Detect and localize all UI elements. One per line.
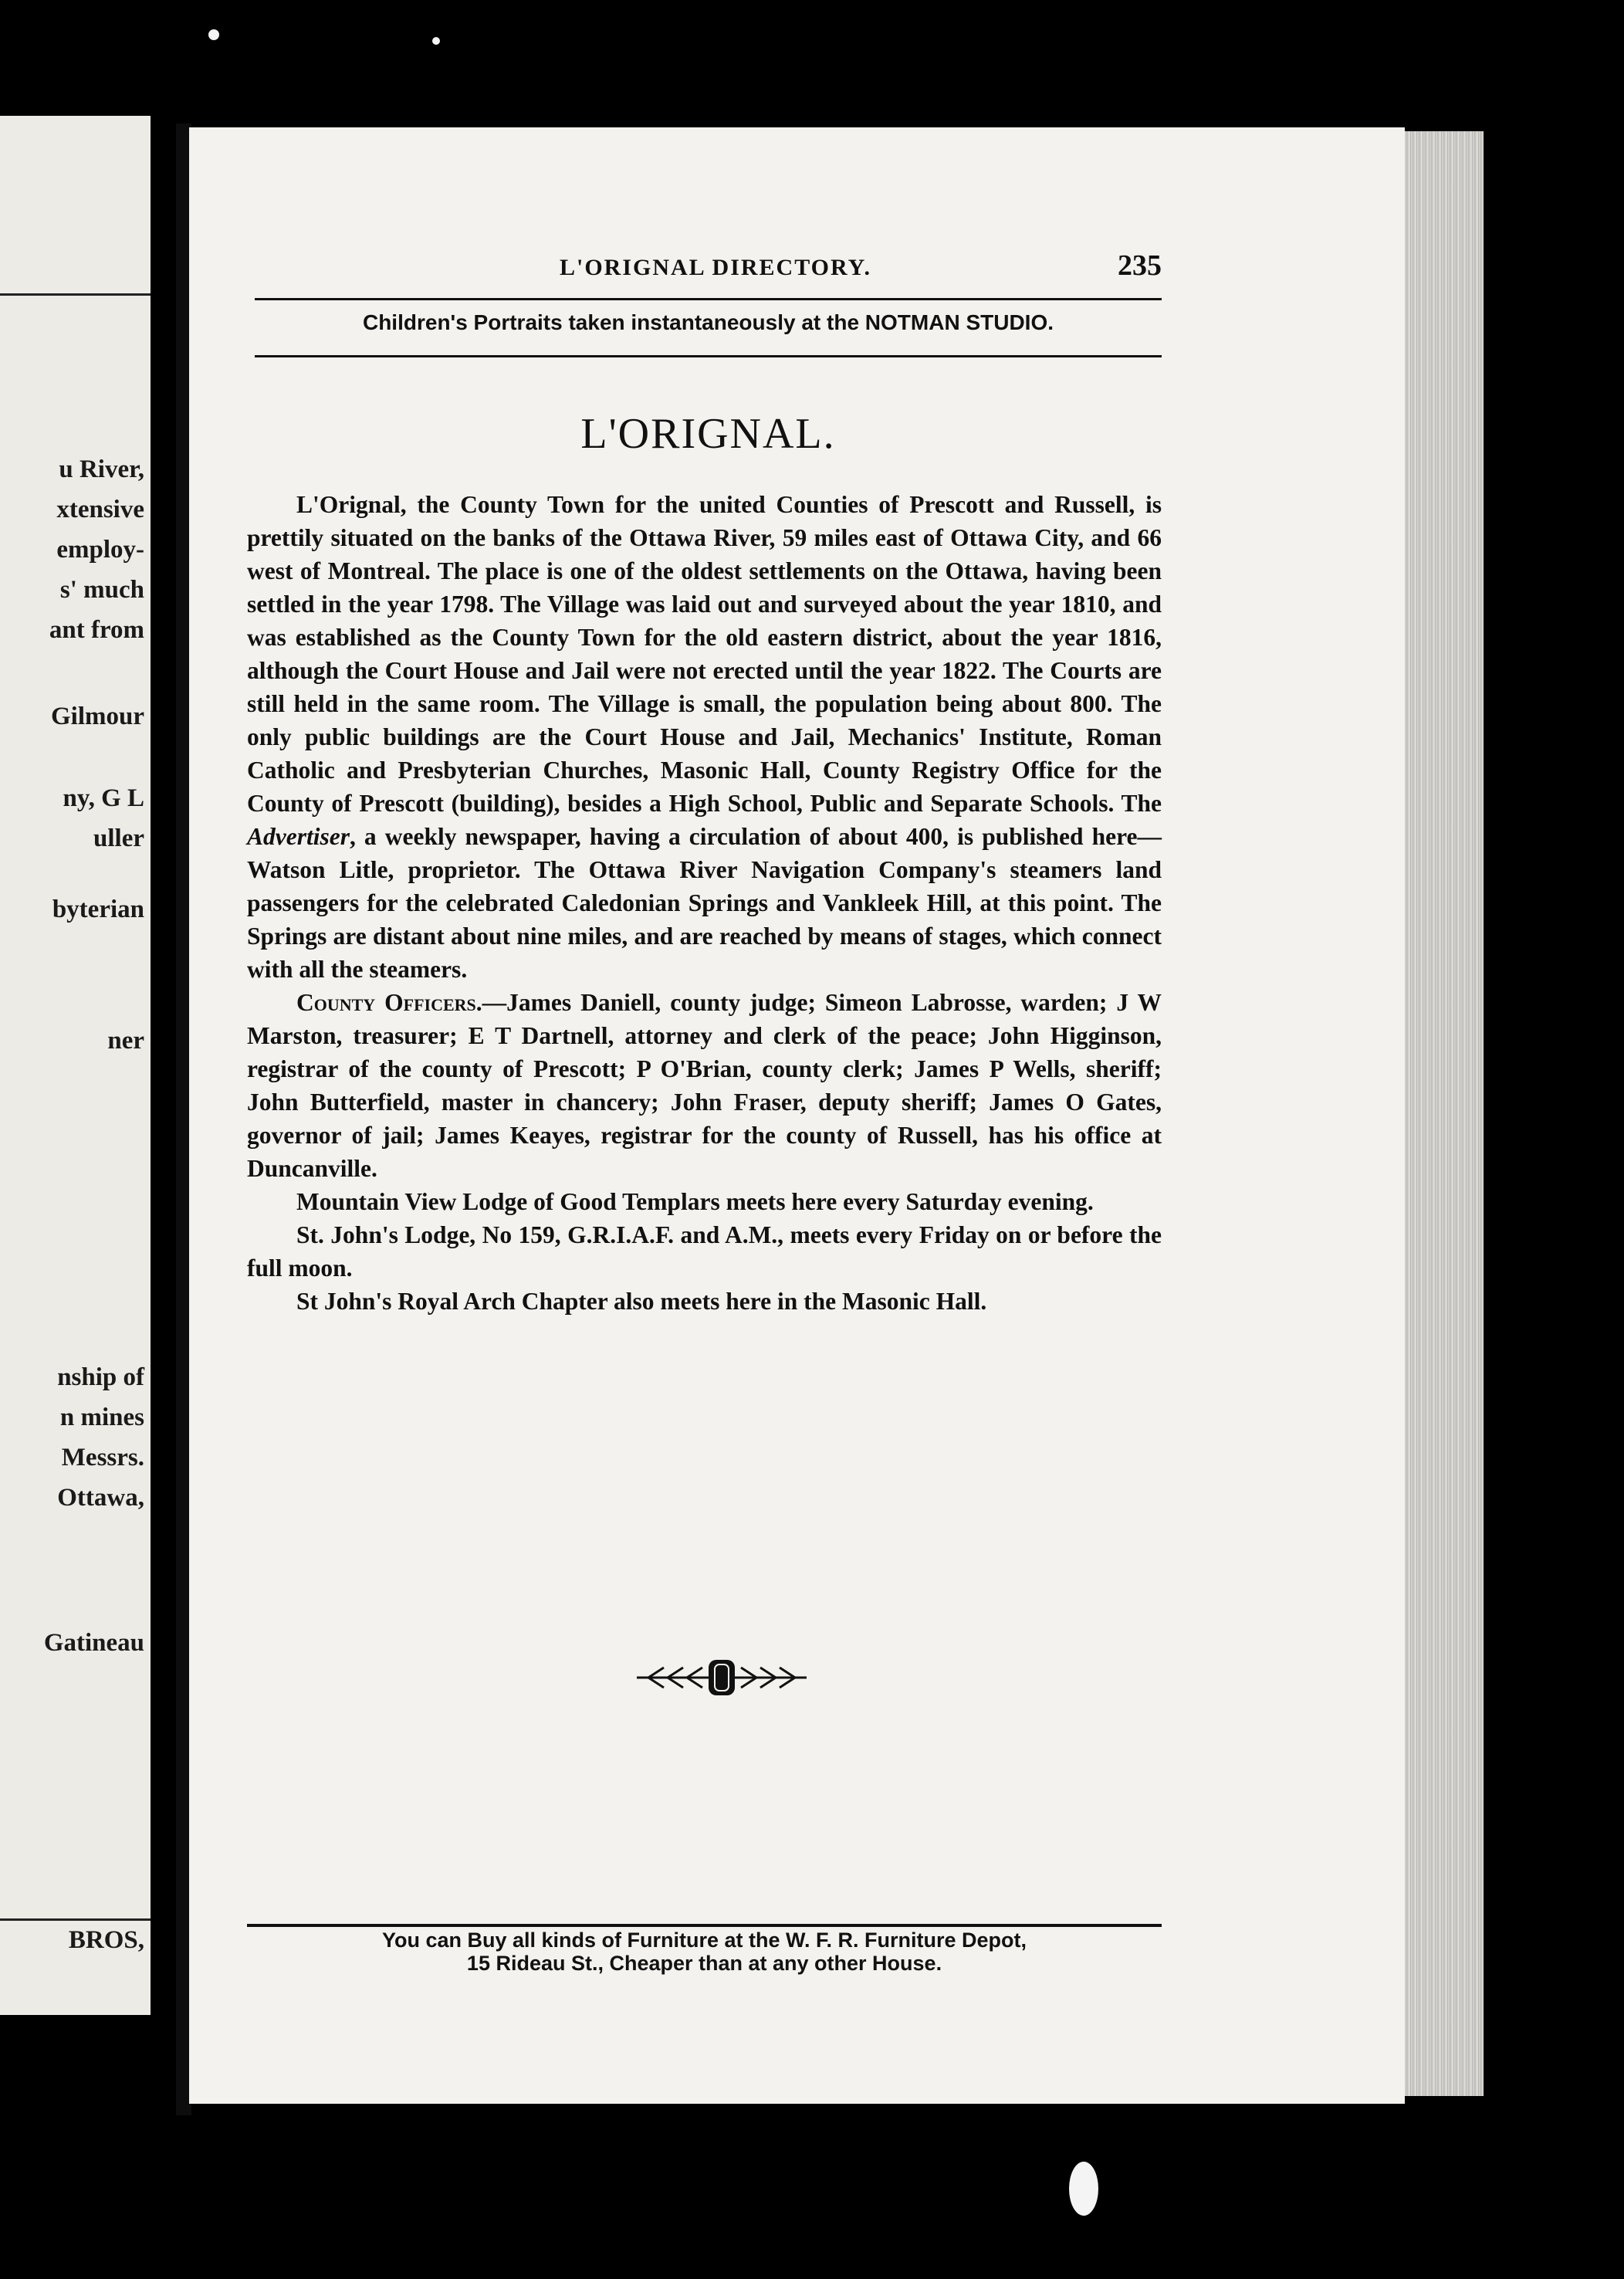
- left-page-line: n mines: [59, 1404, 144, 1431]
- article-body: [247, 488, 1162, 1318]
- left-page-rule: [0, 1918, 151, 1921]
- header-rule-bottom: [255, 355, 1162, 357]
- left-page-line: Ottawa,: [57, 1484, 144, 1512]
- paragraph-county-officers: [247, 986, 1162, 1185]
- paragraph-royal-arch: St John's Royal Arch Chapter also meets here in the Masonic Hall.: [296, 1288, 987, 1315]
- paragraph-good-templars: Mountain View Lodge of Good Templars meets here every Saturday evening.: [296, 1188, 1094, 1215]
- county-officers-label: County Officers.: [296, 989, 482, 1016]
- footer-rule: [247, 1924, 1162, 1927]
- left-page-line: xtensive: [56, 496, 144, 523]
- scan-speck: [208, 29, 219, 40]
- left-page-line: u River,: [59, 455, 144, 483]
- left-page-line: Messrs.: [61, 1444, 144, 1471]
- newspaper-name: Advertiser: [247, 823, 350, 850]
- left-page-rule: [0, 293, 151, 296]
- page-edges: [1399, 131, 1484, 2096]
- left-page-line: ner: [107, 1027, 144, 1055]
- left-page-line: Gatineau: [43, 1629, 144, 1657]
- left-page-line: Gilmour: [51, 703, 144, 730]
- paragraph-text: , a weekly newspaper, having a circulation of about 400, is published here—Watson Litle, proprietor. The Ottawa River Navigation Company's steamers land passengers for the celebrated Caledonian Springs and Vankleek Hill, at this point. The Springs are distant about nine miles, and are reached by means of stages, which connect with all the steamers.: [247, 823, 1162, 983]
- scan-speck: [1069, 2162, 1098, 2216]
- previous-page-fragment: [0, 116, 151, 2015]
- footer-advertisement: [247, 1929, 1162, 1975]
- paragraph-text: L'Orignal, the County Town for the united Counties of Prescott and Russell, is prettily situated on the banks of the Ottawa River, 59 miles east of Ottawa City, and 66 west of Montreal. The place is one of the oldest settlements on the Ottawa, having been settled in the year 1798. The Village was laid out and surveyed about the year 1810, and was established as the County Town for the old eastern district, about the year 1816, although the Court House and Jail were not erected until the year 1822. The Courts are still held in the same room. The Village is small, the population being about 800. The only public buildings are the Court House and Jail, Mechanics' Institute, Roman Catholic and Presbyterian Churches, Masonic Hall, County Registry Office for the County of Prescott (building), besides a High School, Public and Separate Schools. The: [247, 491, 1162, 817]
- footer-ad-line: You can Buy all kinds of Furniture at the W. F. R. Furniture Depot,: [381, 1929, 1027, 1952]
- header-rule-top: [255, 298, 1162, 300]
- header-advertisement: Children's Portraits taken instantaneously at the NOTMAN STUDIO.: [362, 310, 1054, 334]
- running-title: L'ORIGNAL DIRECTORY.: [560, 255, 872, 280]
- scan-speck: [432, 37, 440, 45]
- paragraph-description: [247, 488, 1162, 986]
- left-page-line: employ-: [56, 536, 144, 564]
- decorative-ornament: [633, 1651, 810, 1705]
- left-page-line: ny, G L: [63, 784, 144, 812]
- left-page-line: uller: [93, 825, 144, 852]
- article-heading: L'ORIGNAL.: [580, 410, 836, 458]
- left-page-line: nship of: [57, 1363, 144, 1391]
- paragraph-st-johns-lodge: St. John's Lodge, No 159, G.R.I.A.F. and A.M., meets every Friday on or before the full moon.: [247, 1221, 1162, 1282]
- left-page-line: ant from: [49, 616, 144, 644]
- left-page-line: s' much: [59, 576, 144, 604]
- left-page-line: BROS,: [68, 1926, 144, 1954]
- left-page-line: byterian: [52, 896, 144, 923]
- paragraph-text: —James Daniell, county judge; Simeon Labrosse, warden; J W Marston, treasurer; E T Dartnell, attorney and clerk of the peace; John Higginson, registrar of the county of Prescott; P O'Brian, county clerk; James P Wells, sheriff; John Butterfield, master in chancery; John Fraser, deputy sheriff; James O Gates, governor of jail; James Keayes, registrar for the county of Russell, has his office at Duncanville.: [247, 989, 1162, 1182]
- footer-ad-line: 15 Rideau St., Cheaper than at any other House.: [466, 1952, 942, 1975]
- page-number: 235: [1118, 249, 1162, 282]
